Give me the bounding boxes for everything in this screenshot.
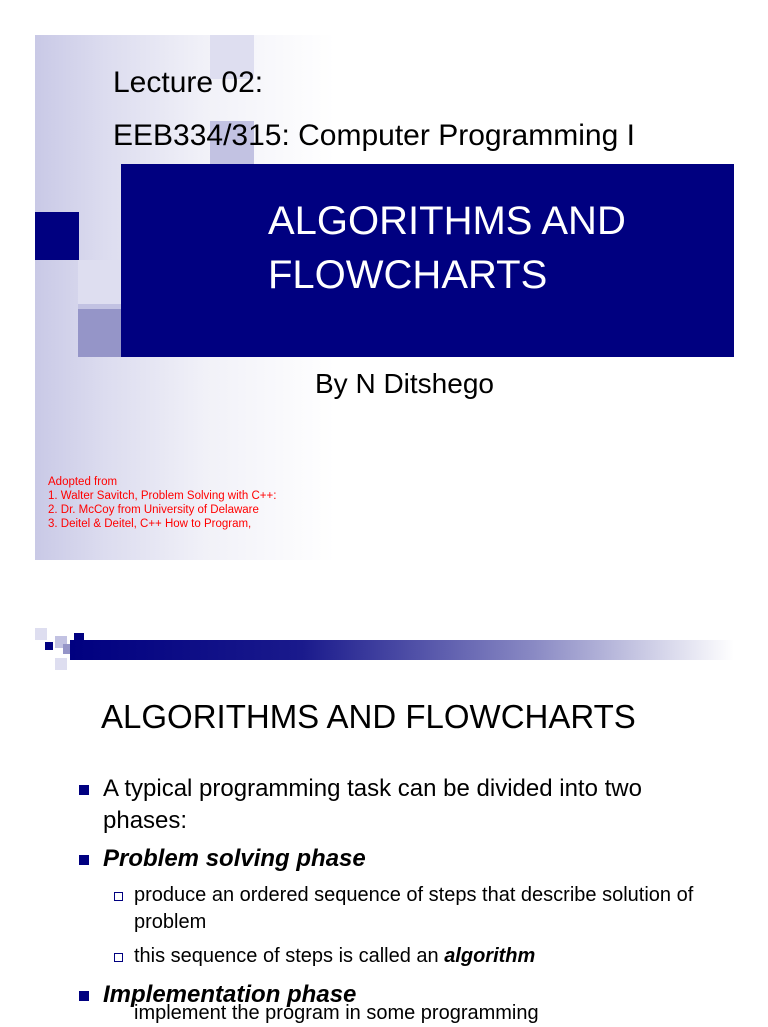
sub-bullet-box-icon — [114, 953, 123, 962]
decor-square — [78, 309, 122, 357]
lecture-label: Lecture 02: — [113, 66, 264, 99]
header-decor-square — [45, 642, 53, 650]
author-line: By N Ditshego — [315, 368, 494, 399]
sub-bullet-text: produce an ordered sequence of steps that describe solution of problem — [134, 884, 694, 933]
bullet-square-icon — [79, 785, 89, 795]
credits-line: 3. Deitel & Deitel, C++ How to Program, — [48, 518, 252, 530]
decor-square — [35, 212, 79, 260]
credits-line: Adopted from — [48, 476, 118, 488]
credits-line: 1. Walter Savitch, Problem Solving with C++: — [48, 490, 277, 502]
sub-bullet-text — [134, 943, 535, 970]
content-slide — [0, 600, 768, 1024]
slide-title: ALGORITHMS AND FLOWCHARTS — [268, 199, 626, 297]
credits-list — [48, 475, 276, 531]
title-band — [121, 164, 734, 357]
bullet-square-icon — [79, 991, 89, 1001]
header-bar — [70, 640, 734, 660]
cut-off-text: implement the program in some programming — [134, 1002, 539, 1024]
sub-bullet-text-part: this sequence of steps is called an — [134, 945, 445, 967]
slide-heading: ALGORITHMS AND FLOWCHARTS — [101, 698, 636, 735]
course-title: EEB334/315: Computer Programming I — [113, 119, 635, 152]
title-slide — [35, 35, 734, 560]
bullet-text: Implementation phase — [103, 981, 357, 1008]
bullet-text: Problem solving phase — [103, 845, 366, 872]
credits-line: 2. Dr. McCoy from University of Delaware — [48, 504, 259, 516]
header-decor-square — [35, 628, 47, 640]
decor-square — [78, 260, 122, 304]
sub-bullet-box-icon — [114, 892, 123, 901]
header-decor-square — [55, 658, 67, 670]
cut-off-line — [134, 1002, 584, 1026]
algorithm-emphasis: algorithm — [444, 945, 536, 967]
bullet-text: A typical programming task can be divided into two phases: — [103, 775, 642, 834]
bullet-square-icon — [79, 855, 89, 865]
